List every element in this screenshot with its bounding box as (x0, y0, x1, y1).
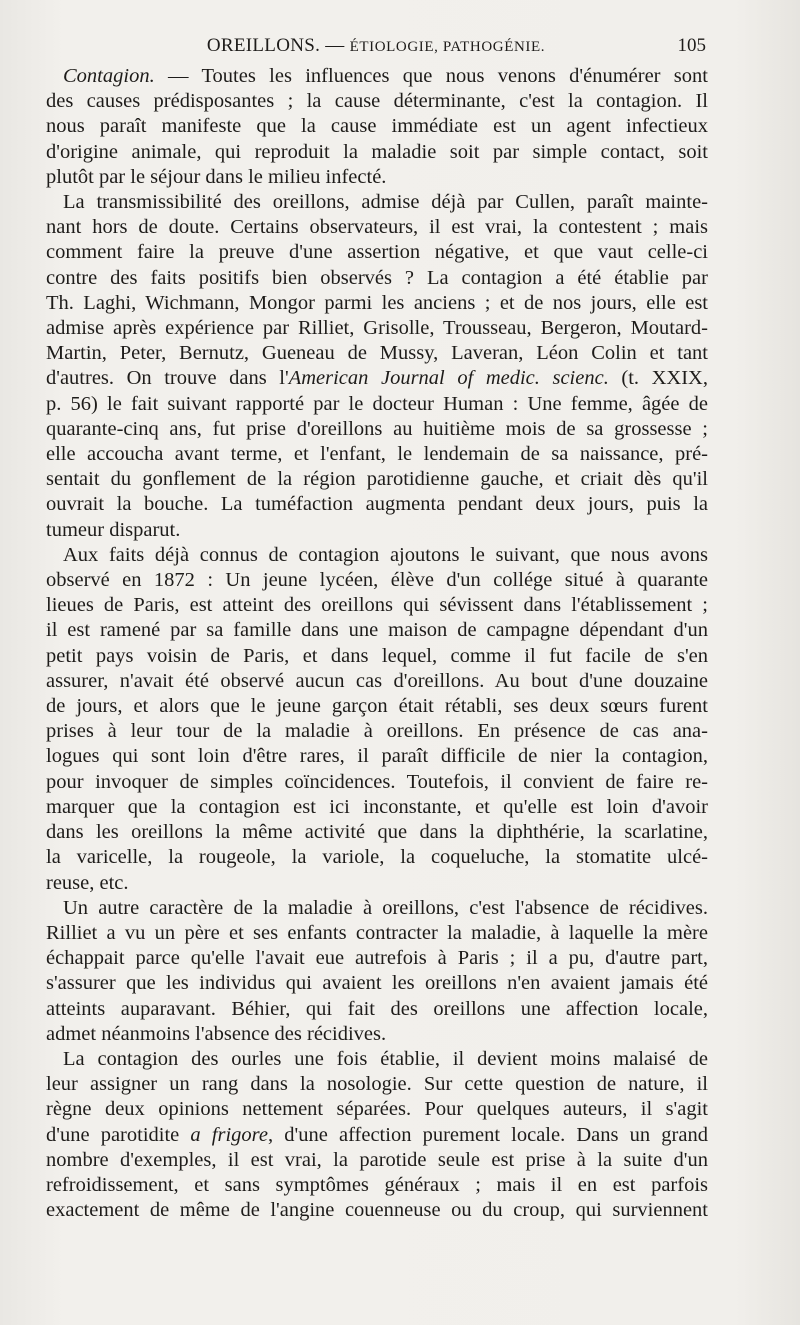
line-text: exactement de même de l'angine couenneuse ou du croup, qui surviennent (46, 1199, 708, 1222)
line-text: nous paraît manifeste que la cause immédiate est un agent infectieux (46, 115, 708, 138)
line-text: règne deux opinions nettement séparées. Pour quelques auteurs, il s'agit (46, 1098, 708, 1121)
text-line (46, 1198, 708, 1223)
text-line (46, 190, 708, 215)
line-text: logues qui sont loin d'être rares, il paraît difficile de nier la contagion, (46, 745, 708, 768)
text-line (46, 719, 708, 744)
line-text: plutôt par le séjour dans le milieu infecté. (46, 165, 387, 188)
line-text: Martin, Peter, Bernutz, Gueneau de Mussy, Laveran, Léon Colin et tant (46, 342, 708, 365)
text-line (46, 89, 708, 114)
line-text: échappait parce qu'elle l'avait eue autrefois à Paris ; il a pu, d'autre part, (46, 947, 708, 970)
line-text: Aux faits déjà connus de contagion ajoutons le suivant, que nous avons (63, 543, 708, 566)
text-line (46, 467, 708, 492)
line-text: admet néanmoins l'absence des récidives. (46, 1022, 387, 1045)
line-text: marquer que la contagion est ici inconstante, et qu'elle est loin d'avoir (46, 795, 708, 818)
line-text: quarante-cinq ans, fut prise d'oreillons au huitième mois de sa grossesse ; (46, 417, 708, 440)
text-line (46, 997, 708, 1022)
text-line (46, 64, 708, 89)
text-line (46, 291, 708, 316)
line-text: pour invoquer de simples coïncidences. Toutefois, il convient de faire re- (46, 770, 708, 793)
line-text: d'autres. On trouve dans l' (46, 367, 289, 390)
text-line (46, 1097, 708, 1122)
line-text: de jours, et alors que le jeune garçon était rétabli, ses deux sœurs furent (46, 695, 708, 718)
line-text: la varicelle, la rougeole, la variole, la coqueluche, la stomatite ulcé- (46, 846, 708, 869)
text-line (46, 341, 708, 366)
text-line (46, 316, 708, 341)
text-line (46, 240, 708, 265)
text-line (46, 618, 708, 643)
line-text: , d'une affection purement locale. Dans un grand (268, 1123, 708, 1146)
text-line (46, 366, 708, 391)
text-line (46, 1047, 708, 1072)
line-text: tumeur disparut. (46, 518, 181, 541)
text-line (46, 946, 708, 971)
line-text: p. 56) le fait suivant rapporté par le docteur Human : Une femme, âgée de (46, 392, 708, 415)
text-line (46, 644, 708, 669)
line-text: reuse, etc. (46, 871, 129, 894)
line-text: Rilliet a vu un père et ses enfants contracter la maladie, à laquelle la mère (46, 921, 708, 944)
line-text: — Toutes les influences que nous venons d'énumérer sont (154, 65, 708, 87)
line-text: dans les oreillons la même activité que dans la diphthérie, la scarlatine, (46, 821, 708, 844)
text-line (46, 266, 708, 291)
text-line (46, 744, 708, 769)
line-text: s'assurer que les individus qui avaient les oreillons n'en avaient jamais été (46, 972, 708, 995)
line-text: prises à leur tour de la maladie à oreillons. En présence de cas ana- (46, 720, 708, 743)
text-line (46, 896, 708, 921)
text-line (46, 845, 708, 870)
text-line (46, 492, 708, 517)
text-line (46, 417, 708, 442)
text-line (46, 215, 708, 240)
body-text (46, 64, 708, 1223)
text-line (46, 442, 708, 467)
text-line (46, 593, 708, 618)
italic-text: a frigore (190, 1123, 268, 1146)
line-text: atteints auparavant. Béhier, qui fait des oreillons une affection locale, (46, 997, 708, 1020)
page-number: 105 (677, 35, 706, 56)
text-line (46, 694, 708, 719)
line-text: assurer, n'avait été observé aucun cas d'oreillons. Au bout d'une douzaine (46, 669, 708, 692)
line-text: nant hors de doute. Certains observateurs, il est vrai, la contestent ; mais (46, 216, 708, 239)
running-title-main: OREILLONS. (206, 35, 321, 56)
line-text: nombre d'exemples, il est vrai, la parotide seule est prise à la suite d'un (46, 1148, 708, 1171)
text-line (46, 871, 708, 896)
text-line (46, 1072, 708, 1097)
line-text: ouvrait la bouche. La tuméfaction augmenta pendant deux jours, puis la (46, 493, 708, 516)
running-title (46, 35, 706, 57)
line-text: (t. XXIX, (608, 367, 708, 390)
text-line (46, 1022, 708, 1047)
line-text: observé en 1872 : Un jeune lycéen, élève d'un collége situé à quarante (46, 569, 708, 592)
running-header (46, 35, 706, 59)
text-line (46, 770, 708, 795)
running-title-separator: — (320, 35, 350, 56)
text-line (46, 114, 708, 139)
line-text: d'une parotidite (46, 1123, 191, 1146)
line-text: elle accoucha avant terme, et l'enfant, le lendemain de sa naissance, pré- (46, 443, 708, 466)
text-line (46, 165, 708, 190)
text-line (46, 568, 708, 593)
text-line (46, 1173, 708, 1198)
text-line (46, 1148, 708, 1173)
text-line (46, 543, 708, 568)
line-text: contre des faits positifs bien observés ? La contagion a été établie par (46, 266, 708, 289)
line-text: comment faire la preuve d'une assertion négative, et que vaut celle-ci (46, 241, 708, 264)
text-line (46, 795, 708, 820)
line-text: leur assigner un rang dans la nosologie. Sur cette question de nature, il (46, 1073, 708, 1096)
line-text: Un autre caractère de la maladie à oreillons, c'est l'absence de récidives. (63, 896, 708, 919)
line-text: La contagion des ourles une fois établie, il devient moins malaisé de (63, 1047, 708, 1070)
line-text: d'origine animale, qui reproduit la maladie soit par simple contact, soit (46, 140, 708, 163)
text-line (46, 669, 708, 694)
italic-text: American Journal of medic. scienc. (288, 367, 609, 390)
text-line (46, 518, 708, 543)
line-text: des causes prédisposantes ; la cause déterminante, c'est la contagion. Il (46, 90, 708, 113)
text-line (46, 820, 708, 845)
running-title-sub: ÉTIOLOGIE, PATHOGÉNIE. (349, 39, 546, 55)
line-text: Th. Laghi, Wichmann, Mongor parmi les anciens ; et de nos jours, elle est (46, 291, 708, 314)
text-line (46, 140, 708, 165)
text-line (46, 392, 708, 417)
text-line (46, 921, 708, 946)
line-text: lieues de Paris, est atteint des oreillons qui sévissent dans l'établissement ; (46, 594, 708, 617)
text-line (46, 971, 708, 996)
line-text: admise après expérience par Rilliet, Grisolle, Trousseau, Bergeron, Moutard- (46, 317, 708, 340)
line-text: petit pays voisin de Paris, et dans lequel, comme il fut facile de s'en (46, 644, 708, 667)
line-text: sentait du gonflement de la région parotidienne gauche, et criait dès qu'il (46, 468, 708, 491)
lead-word: Contagion. (63, 65, 155, 87)
line-text: il est ramené par sa famille dans une maison de campagne dépendant d'un (46, 619, 708, 642)
line-text: refroidissement, et sans symptômes généraux ; mais il en est parfois (46, 1173, 708, 1196)
line-text: La transmissibilité des oreillons, admise déjà par Cullen, paraît mainte- (63, 191, 708, 214)
text-line (46, 1123, 708, 1148)
